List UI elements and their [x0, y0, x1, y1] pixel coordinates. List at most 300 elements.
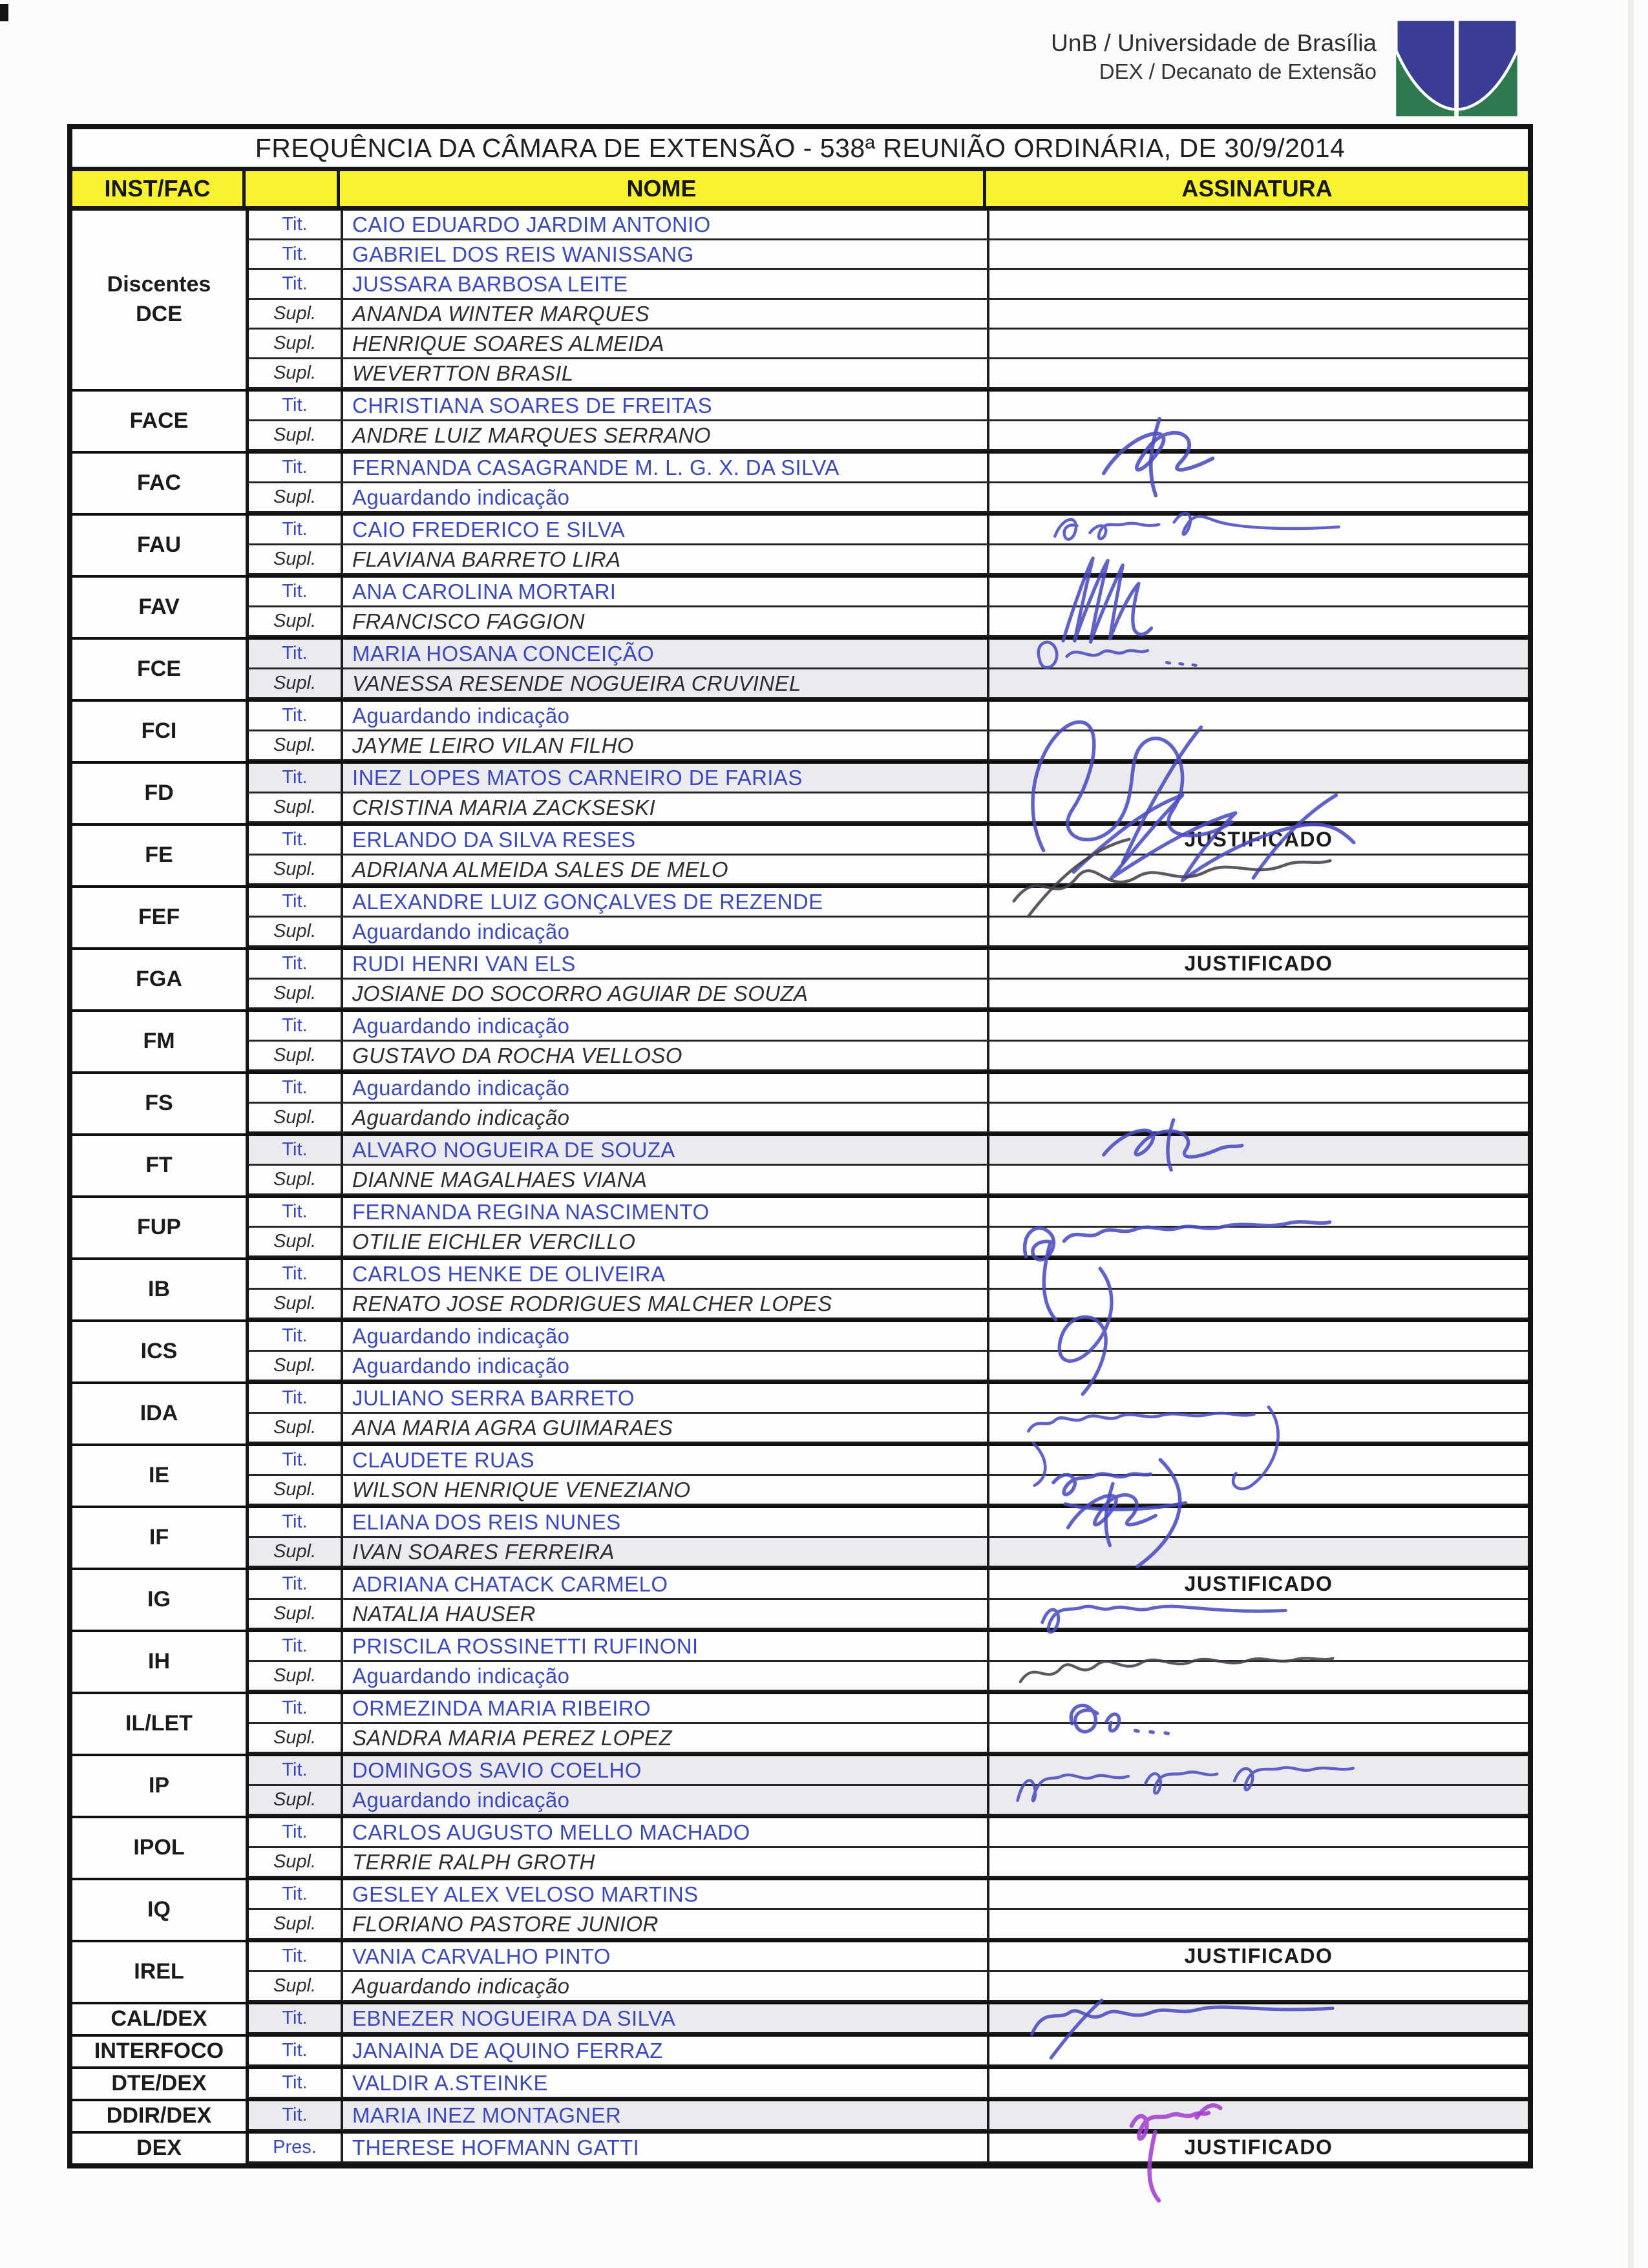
- role-cell: Tit.: [249, 826, 343, 854]
- justificado-label: JUSTIFICADO: [1184, 2136, 1333, 2159]
- name-cell: FRANCISCO FAGGION: [343, 607, 989, 635]
- institute-label: IP: [148, 1773, 170, 1798]
- institute-label: DDIR/DEX: [106, 2103, 212, 2128]
- institute-group-row: [72, 826, 1528, 888]
- role-cell: Supl.: [249, 669, 343, 697]
- institute-label: IDA: [140, 1401, 178, 1426]
- member-row: [249, 1136, 1528, 1166]
- member-rows: [249, 1694, 1528, 1754]
- name-cell: GESLEY ALEX VELOSO MARTINS: [343, 1880, 989, 1908]
- institute-cell: [72, 1012, 249, 1071]
- signature-cell: [989, 731, 1528, 759]
- member-rows: [249, 1880, 1528, 1940]
- name-cell: CARLOS HENKE DE OLIVEIRA: [343, 1260, 989, 1288]
- member-row: [249, 702, 1528, 731]
- role-cell: Pres.: [249, 2134, 343, 2161]
- signature-cell: [989, 1786, 1528, 1814]
- institute-cell: [72, 1136, 249, 1195]
- institute-label: IF: [149, 1525, 169, 1550]
- institute-cell: [72, 516, 249, 575]
- member-row: [249, 1012, 1528, 1042]
- institute-cell: [72, 950, 249, 1009]
- name-cell: ADRIANA CHATACK CARMELO: [343, 1570, 989, 1598]
- institute-label: FUP: [137, 1215, 181, 1240]
- name-cell: JUSSARA BARBOSA LEITE: [343, 270, 989, 298]
- signature-cell: [989, 1074, 1528, 1102]
- member-row: [249, 1322, 1528, 1352]
- role-cell: Tit.: [249, 888, 343, 916]
- role-cell: Tit.: [249, 1322, 343, 1350]
- role-cell: Supl.: [249, 330, 343, 357]
- institute-group-row: [72, 888, 1528, 950]
- member-row: [249, 270, 1528, 300]
- role-cell: Tit.: [249, 578, 343, 605]
- name-cell: MARIA INEZ MONTAGNER: [343, 2101, 989, 2129]
- institute-label: FACE: [129, 408, 189, 434]
- member-rows: [249, 1942, 1528, 2002]
- member-row: [249, 1570, 1528, 1600]
- role-cell: Tit.: [249, 2037, 343, 2064]
- signature-cell: [989, 421, 1528, 449]
- signature-cell: [989, 1818, 1528, 1846]
- role-cell: Tit.: [249, 211, 343, 238]
- institute-label: FEF: [138, 905, 180, 930]
- role-cell: Supl.: [249, 1910, 343, 1938]
- name-cell: IVAN SOARES FERREIRA: [343, 1538, 989, 1566]
- member-row: [249, 516, 1528, 545]
- role-cell: Tit.: [249, 270, 343, 298]
- institute-label: FCI: [141, 719, 177, 744]
- role-cell: Tit.: [249, 2101, 343, 2129]
- member-row: [249, 1724, 1528, 1754]
- member-rows: [249, 2037, 1528, 2066]
- institute-label: FAU: [137, 532, 181, 558]
- name-cell: TERRIE RALPH GROTH: [343, 1848, 989, 1876]
- institute-cell: [72, 1260, 249, 1319]
- signature-cell: [989, 578, 1528, 605]
- institute-label: IPOL: [133, 1835, 185, 1860]
- name-cell: ELIANA DOS REIS NUNES: [343, 1508, 989, 1536]
- name-cell: ALVARO NOGUEIRA DE SOUZA: [343, 1136, 989, 1164]
- signature-cell: [989, 1508, 1528, 1536]
- signature-cell: [989, 918, 1528, 945]
- institute-label: FAV: [138, 594, 180, 620]
- role-cell: Supl.: [249, 731, 343, 759]
- name-cell: JULIANO SERRA BARRETO: [343, 1384, 989, 1412]
- table-title: FREQUÊNCIA DA CÂMARA DE EXTENSÃO - 538ª REUNIÃO ORDINÁRIA, DE 30/9/2014: [72, 129, 1528, 171]
- member-row: [249, 856, 1528, 885]
- member-rows: [249, 888, 1528, 947]
- role-cell: Tit.: [249, 1942, 343, 1970]
- role-cell: Tit.: [249, 1384, 343, 1412]
- name-cell: WILSON HENRIQUE VENEZIANO: [343, 1476, 989, 1504]
- name-cell: SANDRA MARIA PEREZ LOPEZ: [343, 1724, 989, 1752]
- institute-group-row: [72, 1012, 1528, 1074]
- institute-label: IQ: [147, 1897, 171, 1922]
- role-cell: Tit.: [249, 702, 343, 730]
- member-row: [249, 731, 1528, 761]
- name-cell: VANIA CARVALHO PINTO: [343, 1942, 989, 1970]
- institute-cell: [72, 1322, 249, 1381]
- name-cell: Aguardando indicação: [343, 918, 989, 945]
- role-cell: Tit.: [249, 1136, 343, 1164]
- member-row: [249, 2004, 1528, 2034]
- institute-group-row: [72, 516, 1528, 578]
- member-rows: [249, 2069, 1528, 2099]
- signature-cell: [989, 2004, 1528, 2032]
- role-cell: Supl.: [249, 1290, 343, 1318]
- signature-cell: [989, 826, 1528, 854]
- role-cell: Supl.: [249, 359, 343, 387]
- institute-label: DTE/DEX: [111, 2071, 207, 2096]
- name-cell: JANAINA DE AQUINO FERRAZ: [343, 2037, 989, 2064]
- institute-group-row: [72, 392, 1528, 454]
- signature-cell: [989, 702, 1528, 730]
- member-row: [249, 2069, 1528, 2099]
- member-row: [249, 1384, 1528, 1414]
- role-cell: Supl.: [249, 607, 343, 635]
- role-cell: Supl.: [249, 1042, 343, 1069]
- signature-cell: [989, 1322, 1528, 1350]
- institute-cell: [72, 1942, 249, 2002]
- member-rows: [249, 1756, 1528, 1816]
- member-rows: [249, 578, 1528, 637]
- institute-group-row: [72, 1880, 1528, 1942]
- institute-label: Discentes: [107, 272, 211, 297]
- role-cell: Supl.: [249, 1662, 343, 1690]
- institute-group-row: [72, 2101, 1528, 2134]
- role-cell: Supl.: [249, 1352, 343, 1380]
- role-cell: Tit.: [249, 1508, 343, 1536]
- member-row: [249, 888, 1528, 918]
- signature-cell: [989, 1942, 1528, 1970]
- member-row: [249, 1538, 1528, 1568]
- name-cell: Aguardando indicação: [343, 1972, 989, 2000]
- signature-cell: [989, 980, 1528, 1007]
- signature-cell: [989, 856, 1528, 883]
- member-row: [249, 1880, 1528, 1910]
- role-cell: Tit.: [249, 1260, 343, 1288]
- member-row: [249, 330, 1528, 359]
- member-row: [249, 1198, 1528, 1228]
- institute-cell: [72, 1446, 249, 1506]
- member-rows: [249, 1322, 1528, 1381]
- member-row: [249, 1662, 1528, 1692]
- role-cell: Tit.: [249, 2069, 343, 2097]
- role-cell: Tit.: [249, 1074, 343, 1102]
- institute-cell: [72, 1508, 249, 1568]
- member-row: [249, 300, 1528, 330]
- institute-cell: [72, 1880, 249, 1940]
- role-cell: Tit.: [249, 1756, 343, 1784]
- signature-cell: [989, 1260, 1528, 1288]
- signature-cell: [989, 1446, 1528, 1474]
- institute-cell: [72, 578, 249, 637]
- member-row: [249, 826, 1528, 856]
- col-header-role: [246, 171, 340, 206]
- institute-label: FT: [145, 1153, 173, 1178]
- member-row: [249, 578, 1528, 607]
- signature-cell: [989, 2101, 1528, 2129]
- member-row: [249, 211, 1528, 240]
- member-rows: [249, 1260, 1528, 1319]
- signature-cell: [989, 1198, 1528, 1226]
- name-cell: HENRIQUE SOARES ALMEIDA: [343, 330, 989, 357]
- name-cell: CARLOS AUGUSTO MELLO MACHADO: [343, 1818, 989, 1846]
- institute-group-row: [72, 1942, 1528, 2004]
- member-row: [249, 545, 1528, 575]
- member-row: [249, 640, 1528, 669]
- signature-cell: [989, 1632, 1528, 1660]
- member-rows: [249, 702, 1528, 761]
- institute-label: INTERFOCO: [94, 2039, 224, 2064]
- member-rows: [249, 1198, 1528, 1257]
- institute-cell: [72, 2069, 249, 2099]
- role-cell: Tit.: [249, 454, 343, 481]
- institute-label: IL/LET: [125, 1711, 193, 1736]
- institute-label: IB: [148, 1277, 170, 1302]
- member-row: [249, 1942, 1528, 1972]
- role-cell: Supl.: [249, 421, 343, 449]
- name-cell: Aguardando indicação: [343, 1662, 989, 1690]
- attendance-table: [67, 124, 1533, 2168]
- institute-cell: [72, 1756, 249, 1816]
- signature-cell: [989, 1756, 1528, 1784]
- institute-group-row: [72, 1446, 1528, 1508]
- name-cell: EBNEZER NOGUEIRA DA SILVA: [343, 2004, 989, 2032]
- member-row: [249, 454, 1528, 483]
- member-rows: [249, 1136, 1528, 1195]
- signature-cell: [989, 1600, 1528, 1628]
- name-cell: GABRIEL DOS REIS WANISSANG: [343, 240, 989, 268]
- signature-cell: [989, 545, 1528, 573]
- signature-cell: [989, 330, 1528, 357]
- signature-cell: [989, 1972, 1528, 2000]
- name-cell: RENATO JOSE RODRIGUES MALCHER LOPES: [343, 1290, 989, 1318]
- signature-cell: [989, 516, 1528, 543]
- institute-group-row: [72, 764, 1528, 826]
- member-row: [249, 1228, 1528, 1257]
- role-cell: Supl.: [249, 1414, 343, 1442]
- name-cell: FERNANDA CASAGRANDE M. L. G. X. DA SILVA: [343, 454, 989, 481]
- name-cell: FLAVIANA BARRETO LIRA: [343, 545, 989, 573]
- name-cell: INEZ LOPES MATOS CARNEIRO DE FARIAS: [343, 764, 989, 792]
- name-cell: CLAUDETE RUAS: [343, 1446, 989, 1474]
- signature-cell: [989, 454, 1528, 481]
- member-row: [249, 2134, 1528, 2163]
- institute-group-row: [72, 454, 1528, 516]
- signature-cell: [989, 270, 1528, 298]
- institute-cell: [72, 1198, 249, 1257]
- justificado-label: JUSTIFICADO: [1184, 1572, 1333, 1595]
- institute-cell: [72, 702, 249, 761]
- member-rows: [249, 2134, 1528, 2163]
- institute-group-row: [72, 702, 1528, 764]
- scan-artifact: [0, 4, 8, 21]
- institute-cell: [72, 392, 249, 451]
- institute-group-row: [72, 950, 1528, 1012]
- role-cell: Supl.: [249, 1228, 343, 1255]
- name-cell: Aguardando indicação: [343, 483, 989, 511]
- name-cell: Aguardando indicação: [343, 1104, 989, 1131]
- member-row: [249, 1632, 1528, 1662]
- name-cell: JOSIANE DO SOCORRO AGUIAR DE SOUZA: [343, 980, 989, 1007]
- institute-group-row: [72, 1818, 1528, 1880]
- signature-cell: [989, 359, 1528, 387]
- name-cell: Aguardando indicação: [343, 1352, 989, 1380]
- role-cell: Supl.: [249, 1476, 343, 1504]
- member-row: [249, 793, 1528, 823]
- institute-label: IG: [147, 1587, 171, 1612]
- member-rows: [249, 516, 1528, 575]
- role-cell: Supl.: [249, 300, 343, 328]
- role-cell: Tit.: [249, 392, 343, 419]
- member-row: [249, 1910, 1528, 1940]
- name-cell: NATALIA HAUSER: [343, 1600, 989, 1628]
- institute-cell: [72, 1384, 249, 1444]
- signature-cell: [989, 300, 1528, 328]
- signature-cell: [989, 1570, 1528, 1598]
- col-header-assinatura: ASSINATURA: [1181, 175, 1333, 202]
- signature-cell: [989, 669, 1528, 697]
- table-body: [72, 211, 1528, 2163]
- member-row: [249, 980, 1528, 1009]
- member-row: [249, 918, 1528, 947]
- name-cell: CRISTINA MARIA ZACKSESKI: [343, 793, 989, 821]
- institute-label: IE: [148, 1463, 170, 1488]
- name-cell: OTILIE EICHLER VERCILLO: [343, 1228, 989, 1255]
- member-row: [249, 1508, 1528, 1538]
- name-cell: VALDIR A.STEINKE: [343, 2069, 989, 2097]
- institute-group-row: [72, 1632, 1528, 1694]
- signature-cell: [989, 764, 1528, 792]
- member-row: [249, 392, 1528, 421]
- institute-label: FE: [145, 843, 173, 868]
- org-name: UnB / Universidade de Brasília: [1051, 30, 1377, 56]
- member-rows: [249, 1384, 1528, 1444]
- member-row: [249, 1042, 1528, 1071]
- signature-cell: [989, 1414, 1528, 1442]
- name-cell: CHRISTIANA SOARES DE FREITAS: [343, 392, 989, 419]
- institute-group-row: [72, 2134, 1528, 2163]
- page-edge-shadow: [1628, 0, 1634, 2268]
- name-cell: DOMINGOS SAVIO COELHO: [343, 1756, 989, 1784]
- member-rows: [249, 1012, 1528, 1071]
- member-row: [249, 1476, 1528, 1506]
- name-cell: GUSTAVO DA ROCHA VELLOSO: [343, 1042, 989, 1069]
- signature-cell: [989, 483, 1528, 511]
- member-rows: [249, 950, 1528, 1009]
- name-cell: VANESSA RESENDE NOGUEIRA CRUVINEL: [343, 669, 989, 697]
- role-cell: Supl.: [249, 1848, 343, 1876]
- name-cell: MARIA HOSANA CONCEIÇÃO: [343, 640, 989, 667]
- signature-cell: [989, 1662, 1528, 1690]
- signature-cell: [989, 1166, 1528, 1193]
- member-row: [249, 1352, 1528, 1381]
- name-cell: ALEXANDRE LUIZ GONÇALVES DE REZENDE: [343, 888, 989, 916]
- institute-cell: [72, 1632, 249, 1692]
- institute-group-row: [72, 211, 1528, 392]
- member-rows: [249, 764, 1528, 823]
- table-header-row: [72, 171, 1528, 211]
- signature-cell: [989, 211, 1528, 238]
- institute-cell: [72, 2037, 249, 2066]
- col-header-nome: NOME: [340, 171, 986, 206]
- institute-group-row: [72, 640, 1528, 702]
- signature-cell: [989, 950, 1528, 978]
- member-row: [249, 1290, 1528, 1319]
- institute-cell: [72, 1694, 249, 1754]
- role-cell: Tit.: [249, 1198, 343, 1226]
- member-row: [249, 1756, 1528, 1786]
- member-row: [249, 607, 1528, 637]
- institute-cell: [72, 2004, 249, 2034]
- org-dept: DEX / Decanato de Extensão: [1099, 59, 1377, 84]
- institute-cell: [72, 764, 249, 823]
- institute-group-row: [72, 1074, 1528, 1136]
- name-cell: Aguardando indicação: [343, 1074, 989, 1102]
- member-row: [249, 421, 1528, 451]
- name-cell: Aguardando indicação: [343, 1322, 989, 1350]
- signature-cell: [989, 240, 1528, 268]
- role-cell: Supl.: [249, 1166, 343, 1193]
- member-rows: [249, 1570, 1528, 1630]
- name-cell: FERNANDA REGINA NASCIMENTO: [343, 1198, 989, 1226]
- member-rows: [249, 454, 1528, 513]
- institute-cell: [72, 888, 249, 947]
- name-cell: CAIO FREDERICO E SILVA: [343, 516, 989, 543]
- signature-cell: [989, 1910, 1528, 1938]
- institute-cell: [72, 211, 249, 389]
- member-rows: [249, 1074, 1528, 1133]
- institute-group-row: [72, 1694, 1528, 1756]
- member-row: [249, 1786, 1528, 1816]
- role-cell: Tit.: [249, 764, 343, 792]
- name-cell: FLORIANO PASTORE JUNIOR: [343, 1910, 989, 1938]
- signature-cell: [989, 1042, 1528, 1069]
- member-rows: [249, 211, 1528, 389]
- member-row: [249, 1414, 1528, 1444]
- name-cell: Aguardando indicação: [343, 1786, 989, 1814]
- member-row: [249, 483, 1528, 513]
- signature-cell: [989, 1848, 1528, 1876]
- unb-logo: [1389, 19, 1524, 116]
- institute-label: DEX: [136, 2136, 182, 2161]
- role-cell: Supl.: [249, 1104, 343, 1131]
- role-cell: Supl.: [249, 483, 343, 511]
- signature-cell: [989, 392, 1528, 419]
- role-cell: Supl.: [249, 1972, 343, 2000]
- signature-cell: [989, 2037, 1528, 2064]
- name-cell: ANA CAROLINA MORTARI: [343, 578, 989, 605]
- institute-group-row: [72, 2004, 1528, 2037]
- member-row: [249, 1848, 1528, 1878]
- institute-group-row: [72, 1384, 1528, 1446]
- role-cell: Tit.: [249, 1880, 343, 1908]
- institute-label: FCE: [137, 656, 181, 682]
- institute-label: FS: [145, 1091, 173, 1116]
- institute-group-row: [72, 1322, 1528, 1384]
- member-rows: [249, 1446, 1528, 1506]
- member-rows: [249, 392, 1528, 451]
- institute-label: IH: [148, 1649, 170, 1674]
- institute-group-row: [72, 1570, 1528, 1632]
- institute-group-row: [72, 1198, 1528, 1260]
- name-cell: ADRIANA ALMEIDA SALES DE MELO: [343, 856, 989, 883]
- name-cell: ANA MARIA AGRA GUIMARAES: [343, 1414, 989, 1442]
- name-cell: ERLANDO DA SILVA RESES: [343, 826, 989, 854]
- role-cell: Tit.: [249, 1632, 343, 1660]
